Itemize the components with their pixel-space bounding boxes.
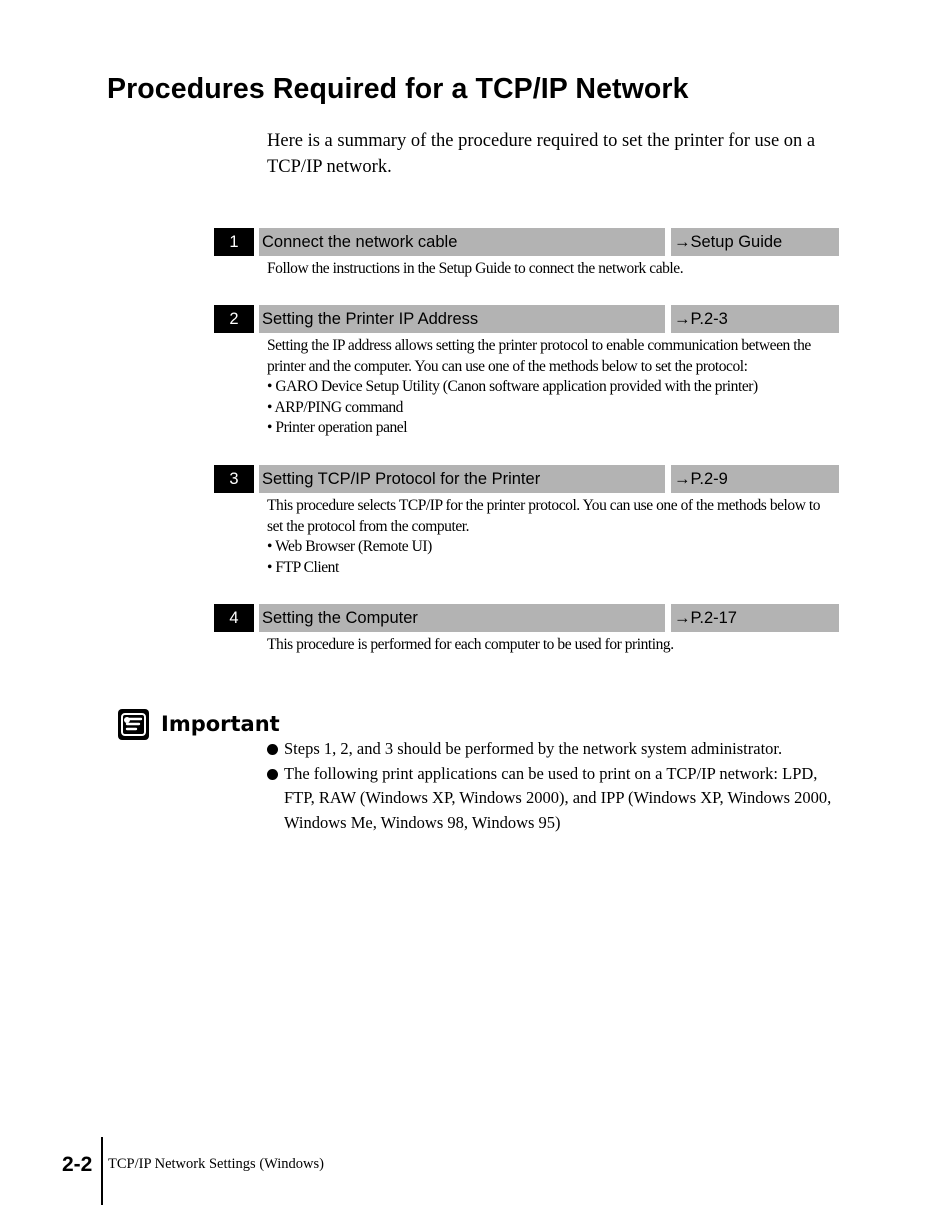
step-bullet: • GARO Device Setup Utility (Canon software application provided with the printer) [267, 378, 758, 395]
step-header [214, 228, 843, 256]
step-bullet: • Printer operation panel [267, 419, 408, 436]
step-3 [214, 465, 843, 578]
step-number: 2 [214, 305, 254, 333]
step-bullet: • FTP Client [267, 558, 339, 576]
step-text: Follow the instructions in the Setup Guide to connect the network cable. [267, 260, 684, 277]
step-text: This procedure selects TCP/IP for the printer protocol. You can use one of the methods below to set the protocol from the computer. [267, 497, 821, 535]
intro-paragraph: Here is a summary of the procedure required to set the printer for use on a TCP/IP network. [267, 131, 816, 177]
important-item [267, 737, 847, 762]
step-2 [214, 305, 843, 439]
step-description [267, 496, 839, 578]
footer-section-title: TCP/IP Network Settings (Windows) [108, 1156, 324, 1172]
step-reference: →Setup Guide [671, 228, 839, 256]
step-text: Setting the IP address allows setting the printer protocol to enable communication between the printer and the computer. You can use one of the methods below to set the protocol: [267, 337, 811, 375]
page-number: 2-2 [62, 1153, 93, 1176]
step-title: Connect the network cable [259, 228, 665, 256]
important-heading: Important [161, 712, 280, 736]
footer-divider [101, 1137, 103, 1205]
step-reference: →P.2-9 [671, 465, 839, 493]
step-header [214, 465, 843, 493]
bullet-dot-icon [267, 744, 278, 755]
step-4 [214, 604, 843, 656]
pointing-hand-glyph [118, 709, 149, 740]
pointing-hand-icon [118, 709, 149, 740]
step-title: Setting TCP/IP Protocol for the Printer [259, 465, 665, 493]
step-reference: →P.2-3 [671, 305, 839, 333]
important-list [267, 737, 847, 835]
page-title: Procedures Required for a TCP/IP Network [107, 73, 689, 105]
important-item-text: The following print applications can be used to print on a TCP/IP network: LPD, FTP, RAW (Windows XP, Windows 2000), and IPP (Windows XP, Windows 2000, Windows Me, Windows 98, Windows 95) [284, 763, 832, 832]
step-number: 1 [214, 228, 254, 256]
step-bullet: • ARP/PING command [267, 398, 403, 416]
step-text: This procedure is performed for each computer to be used for printing. [267, 636, 674, 653]
step-number: 3 [214, 465, 254, 493]
step-description [267, 259, 839, 280]
step-header [214, 604, 843, 632]
step-1 [214, 228, 843, 280]
step-number: 4 [214, 604, 254, 632]
step-reference: →P.2-17 [671, 604, 839, 632]
step-bullet: • Web Browser (Remote UI) [267, 538, 432, 555]
step-header [214, 305, 843, 333]
important-item [267, 762, 847, 836]
step-description [267, 336, 839, 439]
step-description [267, 635, 839, 656]
step-title: Setting the Computer [259, 604, 665, 632]
step-title: Setting the Printer IP Address [259, 305, 665, 333]
important-item-text: Steps 1, 2, and 3 should be performed by the network system administrator. [284, 739, 783, 758]
bullet-dot-icon [267, 769, 278, 780]
